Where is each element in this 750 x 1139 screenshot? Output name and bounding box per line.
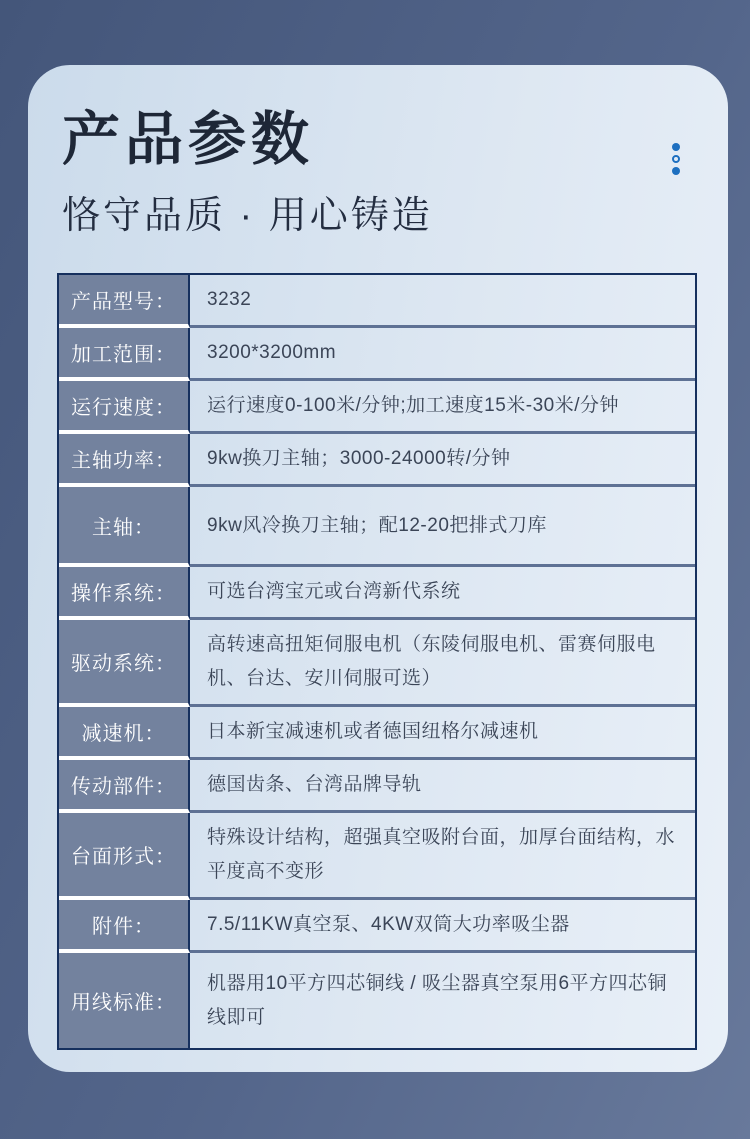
row-label: 传动部件：: [59, 760, 190, 813]
row-label: 台面形式：: [59, 813, 190, 900]
row-label: 驱动系统：: [59, 620, 190, 707]
row-value: 德国齿条、台湾品牌导轨: [190, 760, 695, 813]
row-label: 附件：: [59, 900, 190, 953]
table-row-reducer: [59, 707, 695, 760]
table-row-accessories: [59, 900, 695, 953]
spec-table: [57, 273, 697, 1050]
dot-hollow-icon: [672, 155, 680, 163]
row-value: 3232: [190, 275, 695, 328]
row-value: 特殊设计结构，超强真空吸附台面，加厚台面结构，水平度高不变形: [190, 813, 695, 900]
row-label: 主轴功率：: [59, 434, 190, 487]
table-row-working-area: [59, 328, 695, 381]
table-row-running-speed: [59, 381, 695, 434]
table-row-spindle-power: [59, 434, 695, 487]
table-row-spindle: [59, 487, 695, 567]
row-label: 减速机：: [59, 707, 190, 760]
table-row-wiring-standard: [59, 953, 695, 1048]
table-row-product-model: [59, 275, 695, 328]
row-value: 日本新宝减速机或者德国纽格尔减速机: [190, 707, 695, 760]
row-value: 7.5/11KW真空泵、4KW双筒大功率吸尘器: [190, 900, 695, 953]
row-value: 9kw风冷换刀主轴；配12-20把排式刀库: [190, 487, 695, 567]
dot-filled-icon: [672, 143, 680, 151]
page-subtitle: 恪守品质 · 用心铸造: [62, 195, 433, 237]
row-label: 操作系统：: [59, 567, 190, 620]
decorative-dots-icon: [672, 143, 680, 175]
row-value: 3200*3200mm: [190, 328, 695, 381]
row-label: 加工范围：: [59, 328, 190, 381]
row-label: 产品型号：: [59, 275, 190, 328]
row-value: 高转速高扭矩伺服电机（东陵伺服电机、雷赛伺服电机、台达、安川伺服可选）: [190, 620, 695, 707]
row-label: 用线标准：: [59, 953, 190, 1048]
table-row-operating-system: [59, 567, 695, 620]
row-value: 机器用10平方四芯铜线 / 吸尘器真空泵用6平方四芯铜线即可: [207, 972, 668, 1028]
row-value: 可选台湾宝元或台湾新代系统: [190, 567, 695, 620]
table-row-drive-system: [59, 620, 695, 707]
table-row-transmission-parts: [59, 760, 695, 813]
row-label: 运行速度：: [59, 381, 190, 434]
page-title: 产品参数: [62, 107, 315, 172]
product-params-card: [28, 65, 728, 1072]
dot-filled-icon: [672, 167, 680, 175]
row-label: 主轴：: [59, 487, 190, 567]
row-value: 9kw换刀主轴；3000-24000转/分钟: [190, 434, 695, 487]
table-row-table-type: [59, 813, 695, 900]
row-value: 运行速度0-100米/分钟;加工速度15米-30米/分钟: [190, 381, 695, 434]
